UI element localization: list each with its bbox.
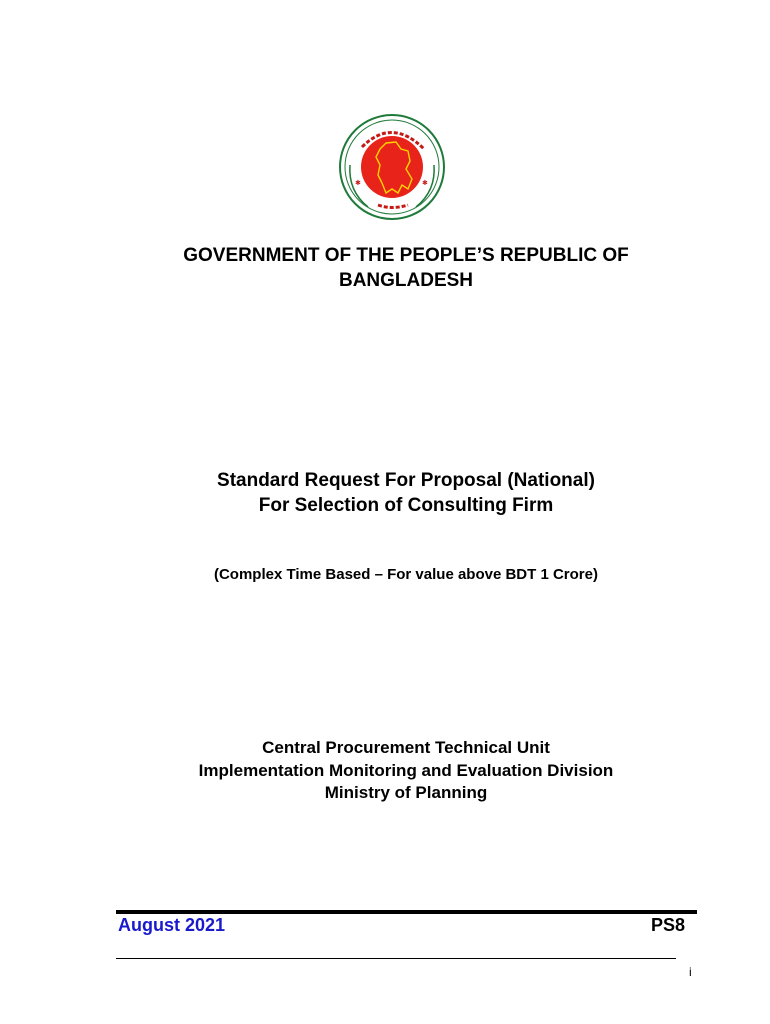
svg-text:✱: ✱ — [355, 180, 361, 187]
title-line-1: GOVERNMENT OF THE PEOPLE’S REPUBLIC OF — [183, 245, 629, 266]
organization-line-2: Implementation Monitoring and Evaluation Division — [198, 760, 614, 780]
footer-divider-thick — [116, 910, 697, 914]
document-title — [100, 468, 712, 518]
document-title-line-2: For Selection of Consulting Firm — [258, 495, 554, 516]
government-title — [100, 243, 712, 293]
document-subtitle: (Complex Time Based – For value above BDT 1 Crore) — [213, 566, 598, 583]
issuing-organization — [100, 737, 712, 805]
svg-text:✱: ✱ — [422, 180, 428, 187]
organization-line-1: Central Procurement Technical Unit — [262, 738, 550, 757]
government-seal-icon — [338, 113, 446, 221]
document-title-line-1: Standard Request For Proposal (National) — [217, 470, 595, 491]
footer-divider-thin — [116, 958, 676, 959]
publication-date: August 2021 — [118, 915, 226, 935]
page-number: i — [689, 965, 692, 979]
document-code: PS8 — [650, 915, 685, 935]
title-line-2: BANGLADESH — [338, 270, 474, 291]
organization-line-3: Ministry of Planning — [324, 783, 488, 802]
